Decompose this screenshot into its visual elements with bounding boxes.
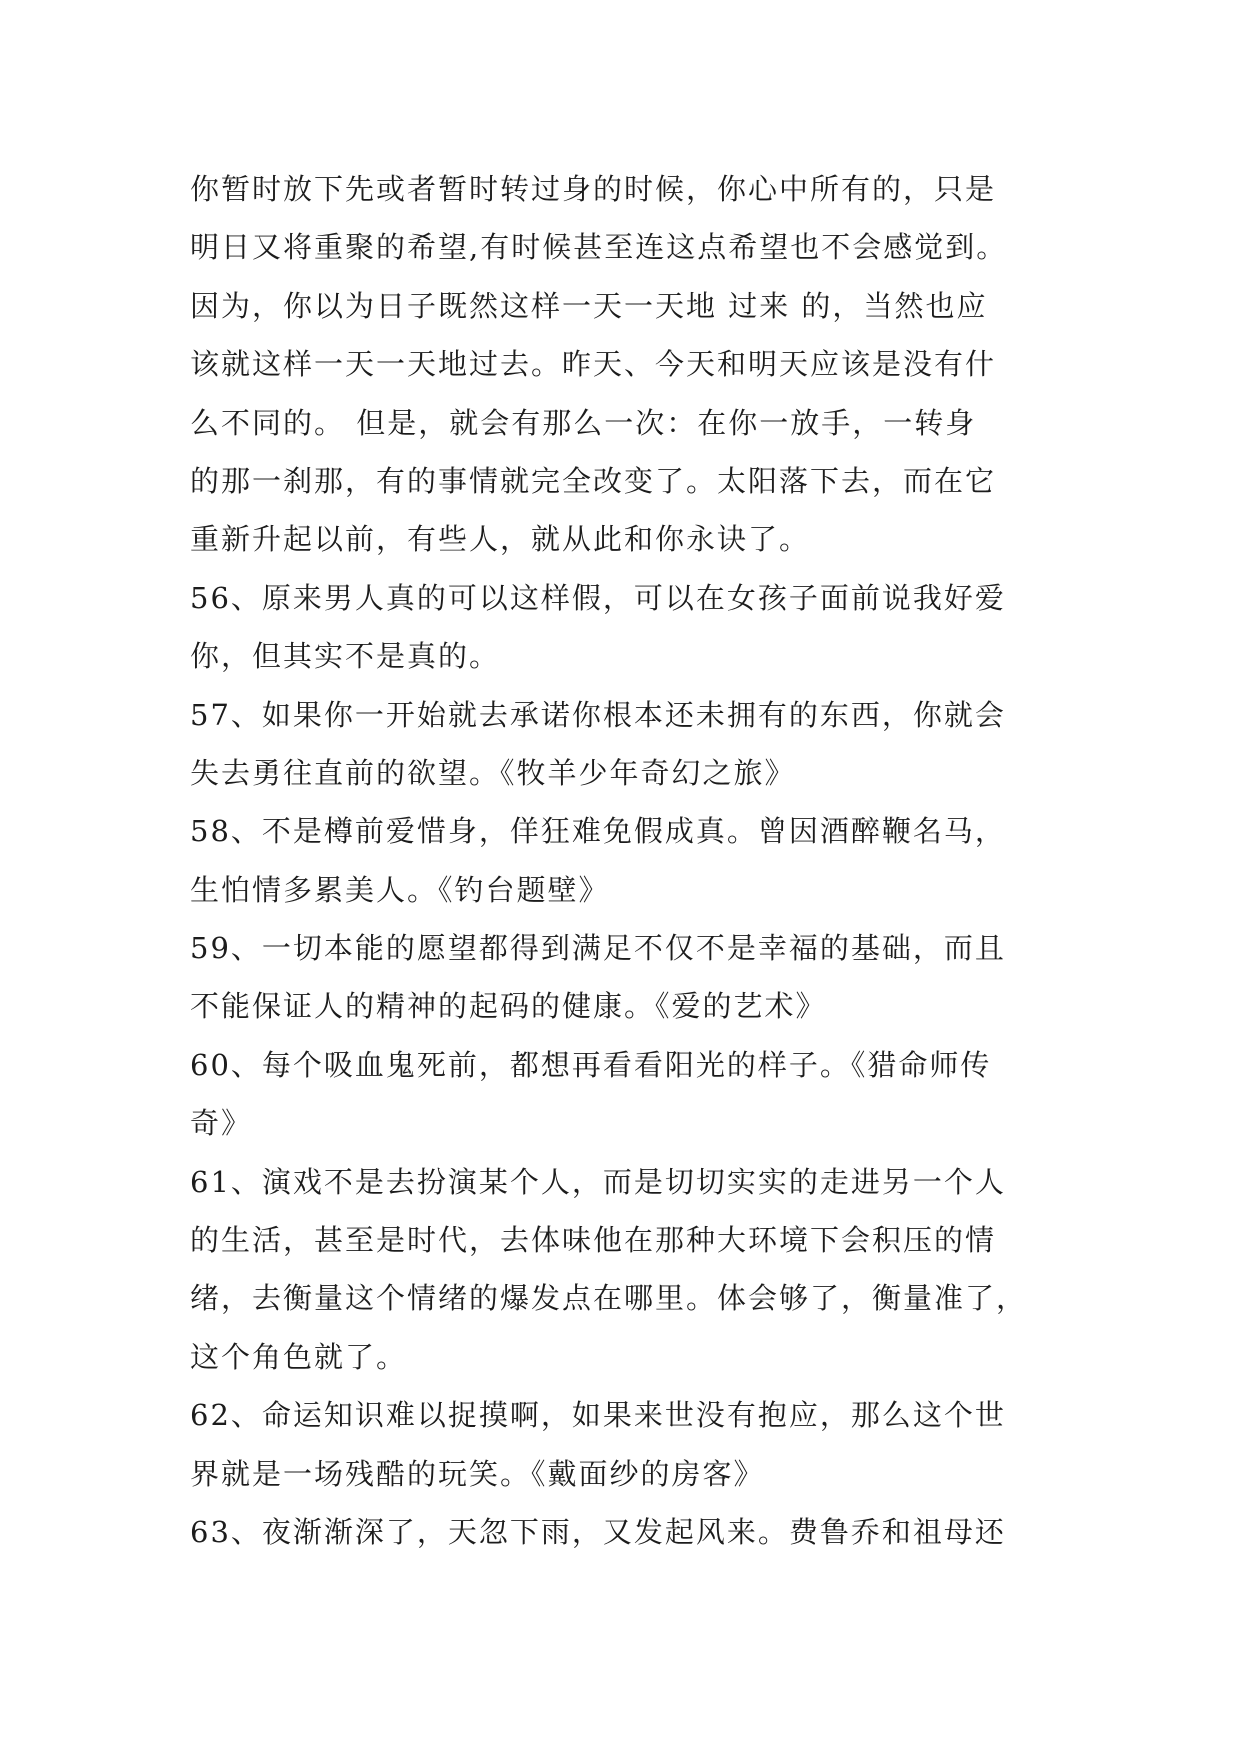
text-line: 明日又将重聚的希望,有时候甚至连这点希望也不会感觉到。 — [190, 230, 1008, 265]
text-line: 的那一刹那，有的事情就完全改变了。太阳落下去，而在它 — [190, 463, 997, 498]
text-line: 61、演戏不是去扮演某个人，而是切切实实的走进另一个人 — [190, 1164, 1006, 1199]
text-line: 界就是一场残酷的玩笑。《戴面纱的房客》 — [190, 1456, 765, 1491]
text-line: 因为，你以为日子既然这样一天一天地 过来 的，当然也应 — [190, 288, 988, 323]
text-line: 这个角色就了。 — [190, 1339, 408, 1374]
text-line: 生怕情多累美人。《钓台题壁》 — [190, 872, 610, 907]
text-line: 56、原来男人真的可以这样假，可以在女孩子面前说我好爱 — [190, 580, 1006, 615]
text-line: 该就这样一天一天地过去。昨天、今天和明天应该是没有什 — [190, 347, 997, 382]
text-line: 59、一切本能的愿望都得到满足不仅不是幸福的基础，而且 — [190, 931, 1006, 966]
text-line: 58、不是樽前爱惜身，佯狂难免假成真。曾因酒醉鞭名马， — [190, 814, 1006, 849]
text-line: 63、夜渐渐深了，天忽下雨，又发起风来。费鲁乔和祖母还 — [190, 1514, 1006, 1549]
text-line: 奇》 — [190, 1106, 253, 1141]
body-text — [190, 160, 1190, 1561]
text-line: 么不同的。 但是，就会有那么一次：在你一放手，一转身 — [190, 405, 977, 440]
text-line: 的生活，甚至是时代，去体味他在那种大环境下会积压的情 — [190, 1223, 997, 1258]
text-line: 57、如果你一开始就去承诺你根本还未拥有的东西，你就会 — [190, 697, 1006, 732]
text-line: 绪，去衡量这个情绪的爆发点在哪里。体会够了，衡量准了， — [190, 1281, 1028, 1316]
text-line: 你暂时放下先或者暂时转过身的时候，你心中所有的，只是 — [190, 172, 997, 206]
text-line: 62、命运知识难以捉摸啊，如果来世没有抱应，那么这个世 — [190, 1398, 1006, 1433]
text-line: 60、每个吸血鬼死前，都想再看看阳光的样子。《猎命师传 — [190, 1047, 992, 1082]
text-line: 失去勇往直前的欲望。《牧羊少年奇幻之旅》 — [190, 755, 796, 790]
text-line: 你，但其实不是真的。 — [190, 639, 501, 674]
text-line: 不能保证人的精神的起码的健康。《爱的艺术》 — [190, 989, 827, 1024]
text-line: 重新升起以前，有些人，就从此和你永诀了。 — [190, 522, 811, 557]
